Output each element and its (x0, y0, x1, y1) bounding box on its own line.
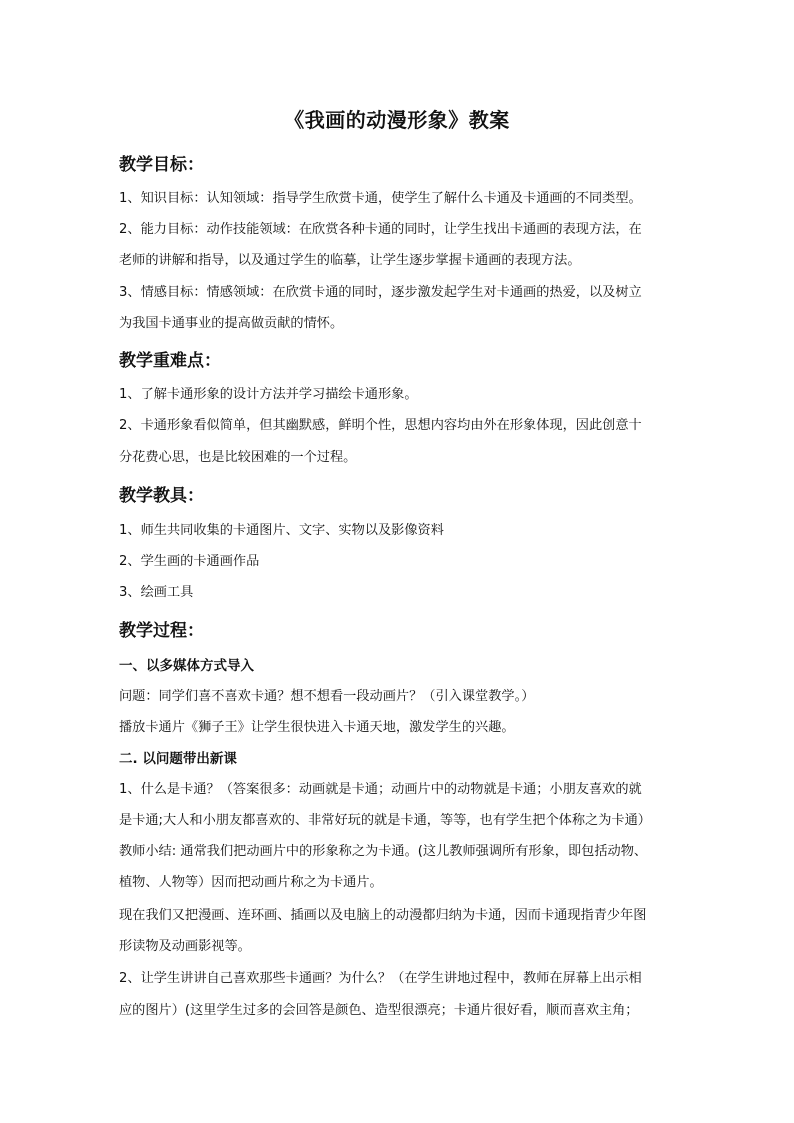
section-heading-key-points: 教学重难点： (119, 351, 221, 371)
paragraph-line: 3、情感目标：情感领域：在欣赏卡通的同时，逐步激发起学生对卡通画的热爱，以及树立 (119, 285, 642, 300)
section-heading-process: 教学过程： (119, 621, 204, 641)
paragraph-line: 2、学生画的卡通画作品 (119, 554, 260, 569)
paragraph-line: 应的图片）(这里学生过多的会回答是颜色、造型很漂亮；卡通片很好看，顺而喜欢主角； (119, 1003, 639, 1018)
paragraph-line: 2、卡通形象看似简单，但其幽默感，鲜明个性，思想内容均由外在形象体现，因此创意十 (119, 418, 642, 433)
subheading-multimedia-intro: 一、以多媒体方式导入 (119, 658, 254, 674)
paragraph-line: 1、师生共同收集的卡通图片、文字、实物以及影像资料 (119, 523, 444, 538)
paragraph-line: 播放卡通片《狮子王》让学生很快进入卡通天地，激发学生的兴趣。 (119, 720, 515, 735)
paragraph-line: 分花费心思，也是比较困难的一个过程。 (119, 450, 357, 465)
section-heading-objectives: 教学目标： (119, 155, 204, 175)
paragraph-line: 3、绘画工具 (119, 585, 194, 600)
paragraph-line: 是卡通;大人和小朋友都喜欢的、非常好玩的就是卡通，等等，也有学生把个体称之为卡通） (119, 813, 651, 828)
paragraph-line: 老师的讲解和指导，以及通过学生的临摹，让学生逐步掌握卡通画的表现方法。 (119, 253, 581, 268)
paragraph-line: 形读物及动画影视等。 (119, 939, 251, 954)
paragraph-line: 1、知识目标：认知领域：指导学生欣赏卡通，使学生了解什么卡通及卡通画的不同类型。 (119, 191, 642, 206)
paragraph-line: 2、让学生讲讲自己喜欢那些卡通画？为什么？（在学生讲地过程中，教师在屏幕上出示相 (119, 971, 642, 986)
paragraph-line: 2、能力目标：动作技能领域：在欣赏各种卡通的同时，让学生找出卡通画的表现方法，在 (119, 222, 642, 237)
subheading-question-intro: 二. 以问题带出新课 (119, 751, 237, 767)
section-heading-materials: 教学教具： (119, 486, 204, 506)
document-title: 《我画的动漫形象》教案 (284, 108, 510, 132)
paragraph-line: 1、了解卡通形象的设计方法并学习描绘卡通形象。 (119, 387, 418, 402)
paragraph-line: 植物、人物等）因而把动画片称之为卡通片。 (119, 875, 383, 890)
paragraph-line: 现在我们又把漫画、连环画、插画以及电脑上的动漫都归纳为卡通，因而卡通现指青少年图 (119, 908, 647, 923)
paragraph-line: 问题：同学们喜不喜欢卡通？想不想看一段动画片？（引入课堂教学。） (119, 689, 535, 704)
paragraph-line: 教师小结: 通常我们把动画片中的形象称之为卡通。(这儿教师强调所有形象，即包括动物、 (119, 844, 648, 859)
paragraph-line: 1、什么是卡通？（答案很多：动画就是卡通；动画片中的动物就是卡通；小朋友喜欢的就 (119, 782, 642, 797)
paragraph-line: 为我国卡通事业的提高做贡献的情怀。 (119, 316, 344, 331)
